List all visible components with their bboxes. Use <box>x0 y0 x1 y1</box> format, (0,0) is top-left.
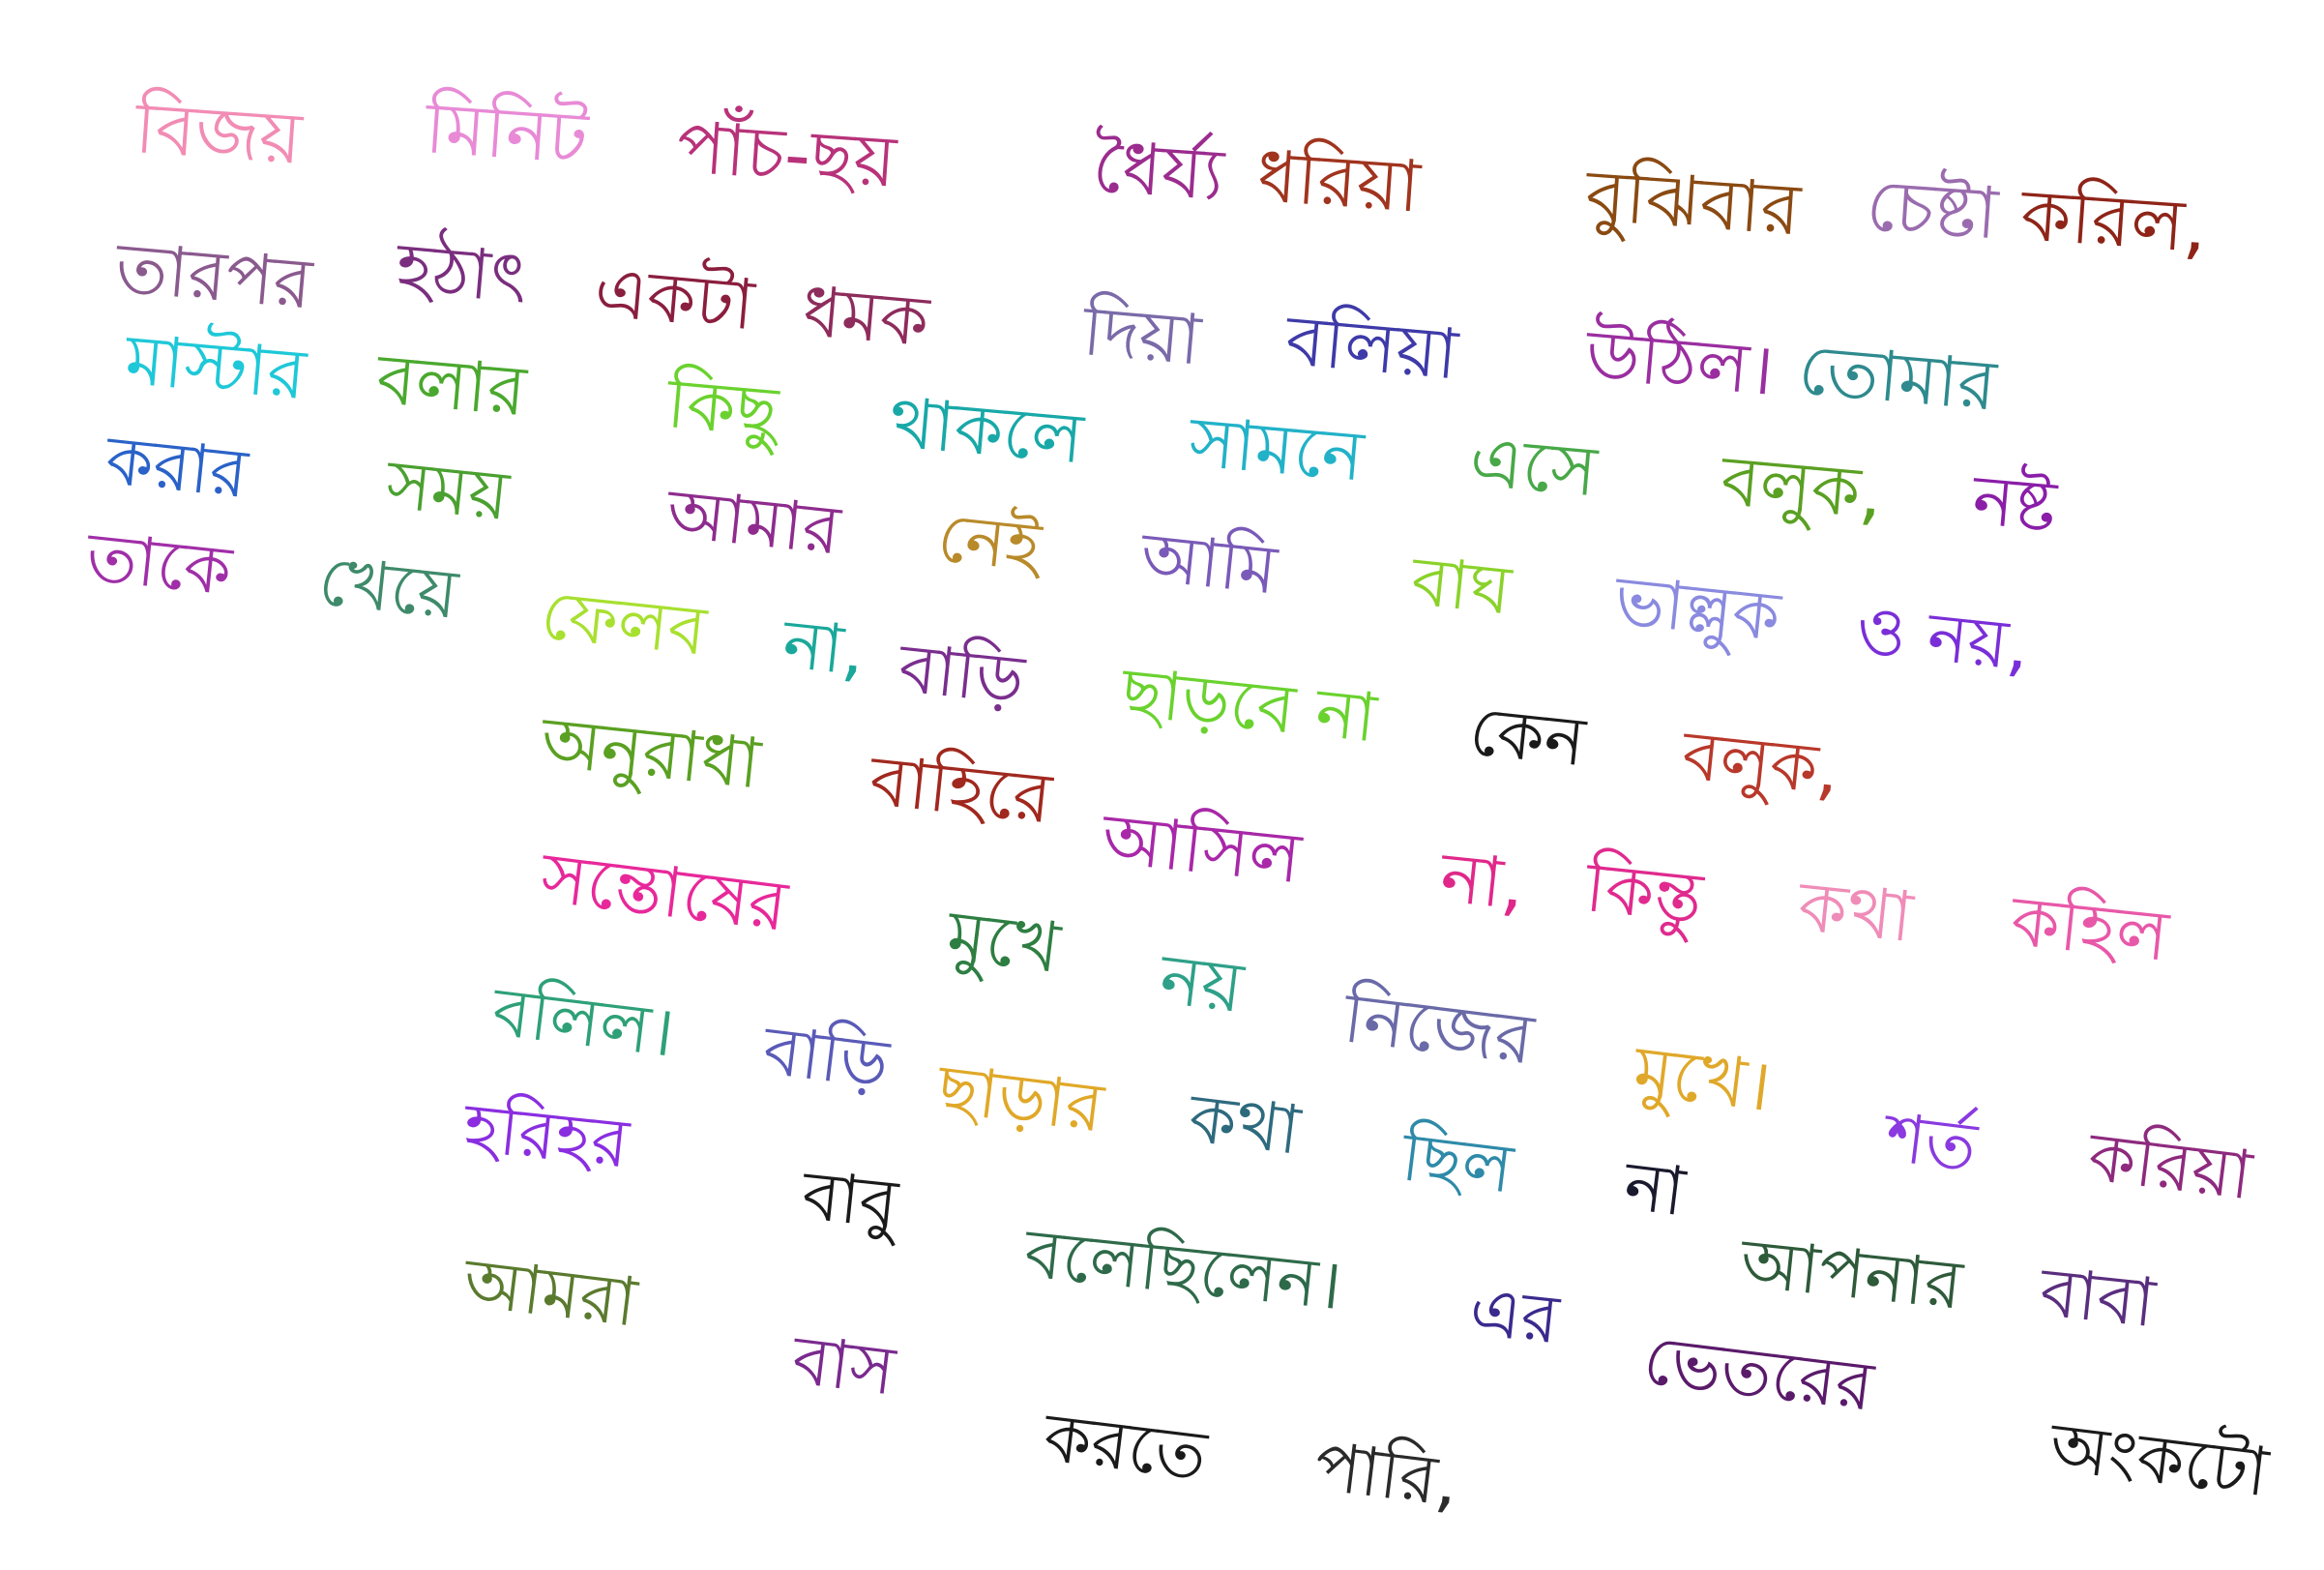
handwritten-word: ভাল্লুক <box>1610 560 1784 657</box>
handwritten-word: থাকলে <box>886 381 1087 480</box>
handwritten-word: কথা <box>1185 1078 1305 1170</box>
handwritten-word: ধৈর্য্য <box>1090 125 1227 218</box>
handwritten-word: নেই <box>933 497 1045 587</box>
handwritten-word: অংকটো <box>2045 1407 2273 1513</box>
handwritten-word: আমার <box>662 473 844 571</box>
handwritten-word: ও নয়, <box>1852 589 2034 687</box>
handwritten-word: কথা <box>1794 865 1917 959</box>
handwritten-word: ছাড়ার <box>933 1049 1108 1148</box>
handwritten-word: মাস্টার <box>122 318 309 416</box>
handwritten-word: অনুরাধা <box>537 700 765 805</box>
handwritten-word: ভেতরের <box>1639 1319 1878 1427</box>
handwritten-word: বাবু <box>798 1155 901 1245</box>
handwritten-word: করতে <box>1040 1397 1211 1496</box>
handwritten-word: আপনার <box>1736 1223 1966 1325</box>
handwritten-word: করিল, <box>2018 173 2210 270</box>
handwritten-word: আমি <box>1136 517 1281 610</box>
handwritten-word: উঠিল। <box>1582 313 1778 411</box>
handwritten-word: বলুক, <box>1718 439 1887 535</box>
handwritten-word: বাহিরে <box>866 739 1056 840</box>
handwritten-word: বাড়ি <box>895 628 1028 721</box>
handwritten-word: করিয়া <box>2084 1116 2256 1216</box>
handwritten-word: এর <box>1465 1271 1563 1360</box>
handwritten-word: বলেছিলেন। <box>1020 1213 1346 1326</box>
handwritten-word: করার <box>102 420 251 515</box>
handwritten-word: ফেলব <box>537 575 711 671</box>
handwritten-word: হঠাৎ <box>393 226 531 319</box>
handwritten-word: কেন <box>1465 691 1589 783</box>
handwritten-word: বাড়ি <box>759 1010 894 1105</box>
handwritten-word: তারপর <box>112 226 315 325</box>
handwritten-word: তাকে <box>82 517 236 611</box>
handwritten-word: কহিল <box>2007 879 2172 977</box>
handwritten-word: ছাড়বে না <box>1117 652 1380 758</box>
handwritten-word: পারি, <box>1310 1426 1463 1523</box>
handwritten-word: বাস <box>788 1319 899 1411</box>
handwritten-word: কিন্তু <box>1581 845 1707 939</box>
handwritten-word: না, <box>779 604 869 692</box>
handwritten-word: বলার <box>373 338 530 432</box>
handwritten-word: তোমার <box>1795 328 2000 427</box>
handwritten-word: খেয়ে <box>314 541 462 635</box>
handwritten-word: মুখে <box>942 894 1065 989</box>
handwritten-word: পাঁচ-ছয় <box>674 105 899 204</box>
handwritten-word: চেষ্টা <box>1864 163 2001 256</box>
handwritten-word: সময় <box>382 444 513 536</box>
handwritten-word: কিছু <box>663 362 781 453</box>
handwritten-word: বুঝিবার <box>1583 154 1804 252</box>
handwritten-word: হরিহর <box>459 1087 632 1184</box>
handwritten-word: ছিল <box>1397 1116 1517 1209</box>
handwritten-word: নিজের <box>1339 976 1539 1081</box>
handwritten-word: আমরা <box>459 1242 641 1343</box>
handwritten-word: দিয়া <box>1079 289 1204 381</box>
handwritten-word: বলিল। <box>488 971 679 1073</box>
handwritten-word: ধমক <box>799 270 932 363</box>
handwritten-word: বাঘ <box>1407 541 1515 631</box>
handwritten-word: সন্তোষের <box>536 836 792 947</box>
handwritten-word: এসে <box>1466 420 1601 513</box>
handwritten-word: বলুক, <box>1678 715 1843 811</box>
handwritten-word: সামনে <box>1186 400 1368 497</box>
handwritten-word: শর্ত <box>1881 1097 1982 1188</box>
handwritten-word: মিনিট <box>423 86 591 181</box>
handwritten-word: আসিল <box>1098 797 1306 900</box>
handwritten-word: নষ্ট <box>1969 459 2060 548</box>
handwritten-word: একটা <box>591 251 758 346</box>
handwritten-word: নয় <box>1155 937 1248 1029</box>
handwritten-word: মুখে। <box>1629 1029 1777 1127</box>
handwritten-word: বিজয় <box>132 86 305 181</box>
handwritten-word: বাবা <box>2036 1252 2160 1344</box>
handwritten-word: না <box>1620 1145 1690 1232</box>
handwritten-word: না, <box>1436 836 1529 926</box>
handwritten-word: বলিয়া <box>1282 299 1461 396</box>
handwritten-word: ধরিয়া <box>1254 134 1423 229</box>
